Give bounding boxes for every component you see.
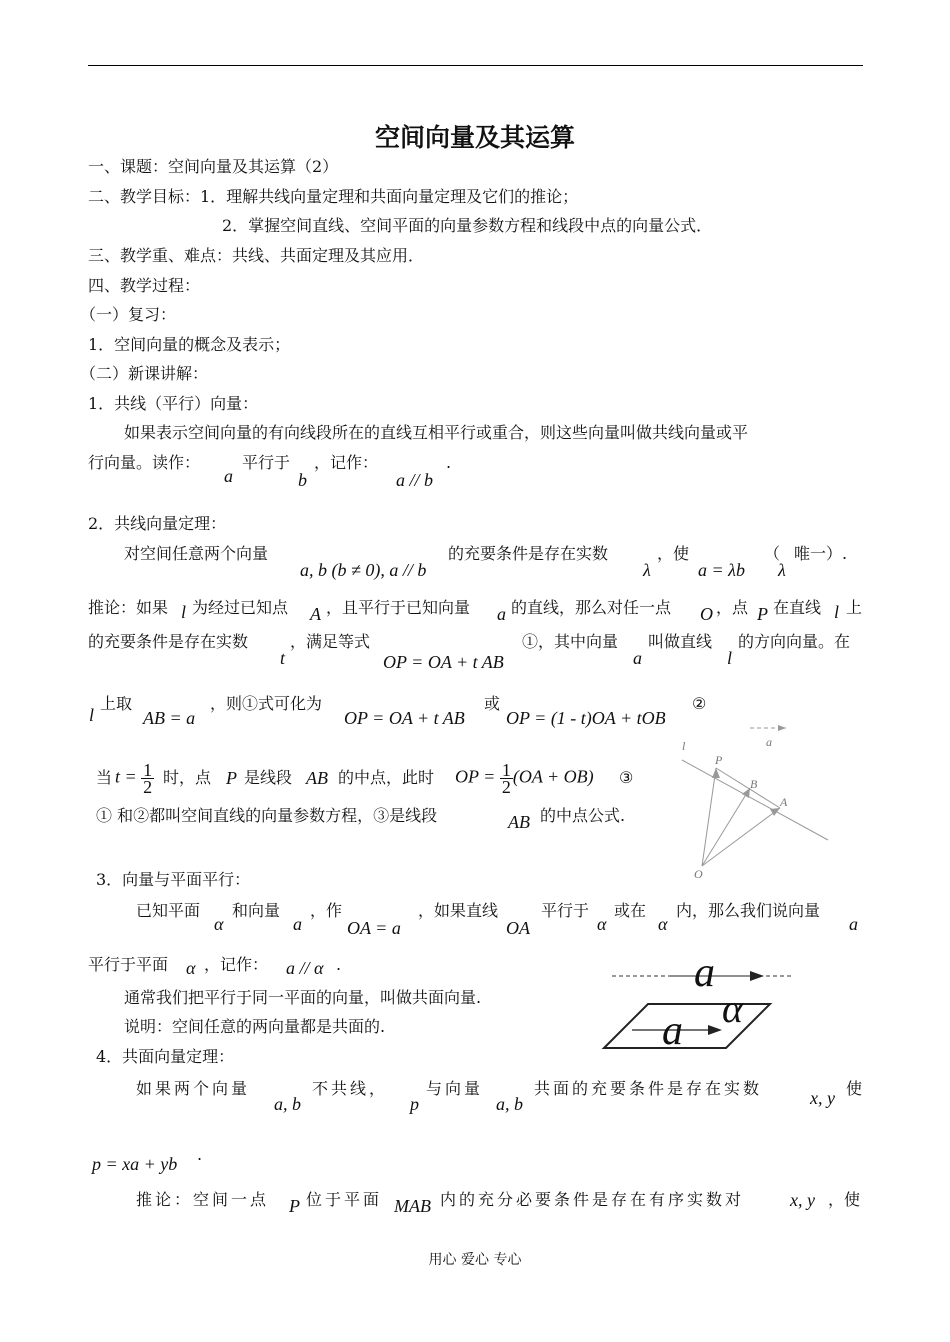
- coplanar-corollary-2: 位于平面: [306, 1190, 383, 1209]
- theorem-text-2: 的充要条件是存在实数: [448, 544, 609, 563]
- coplanar-theorem-3: 与向量: [426, 1079, 484, 1098]
- theorem-text-3: ，使: [657, 544, 690, 563]
- process-heading: 四、教学过程：: [88, 276, 201, 295]
- goal-line-2: 2．掌握空间直线、空间平面的向量参数方程和线段中点的向量公式．: [222, 216, 713, 235]
- fig1-label-A: A: [780, 795, 788, 809]
- math-AB-eq-a: AB = a: [143, 708, 196, 728]
- page-title: 空间向量及其运算: [374, 123, 575, 152]
- new-lesson-heading: （二）新课讲解：: [80, 364, 209, 383]
- plane-vector-figure: [600, 950, 800, 1055]
- line-vector-figure: [660, 720, 840, 885]
- page-footer: 用心 爱心 专心: [428, 1252, 522, 1268]
- formula-rewrite-text: ，则①式可化为: [210, 694, 323, 713]
- coplanar-theorem-2: 不共线，: [312, 1079, 389, 1098]
- math-alpha-2: α: [597, 914, 607, 934]
- math-alpha-4: α: [186, 958, 196, 978]
- topic-line: 一、课题：空间向量及其运算（2）: [88, 157, 339, 176]
- math-eq2: OP = (1 - t)OA + tOB: [506, 708, 666, 728]
- corollary-line-2-c: ①，其中向量: [522, 632, 619, 651]
- or-text: 或: [484, 694, 501, 713]
- coplanar-theorem-4: 共面的充要条件是存在实数: [534, 1079, 763, 1098]
- midpoint-text-3: 是线段: [244, 768, 293, 787]
- math-a-4: a: [293, 914, 302, 934]
- corollary-line-2-e: 的方向向量。在: [738, 632, 851, 651]
- section-1-heading: 1．共线（平行）向量：: [88, 394, 259, 413]
- math-AB-2: AB: [306, 768, 328, 788]
- collinear-def-parallel: 平行于: [242, 453, 291, 472]
- midpoint-text-2: 时，点: [163, 768, 212, 787]
- math-l: l: [181, 602, 187, 622]
- review-heading: （一）复习：: [80, 305, 177, 324]
- math-ab-condition: a, b (b ≠ 0), a // b: [300, 560, 427, 580]
- math-xy-2: x, y: [790, 1190, 815, 1210]
- collinear-def-read: 行向量。读作：: [88, 453, 201, 472]
- math-xy: x, y: [810, 1088, 835, 1108]
- section-2-heading: 2．共线向量定理：: [88, 514, 227, 533]
- key-points-line: 三、教学重、难点：共线、共面定理及其应用．: [88, 246, 425, 265]
- corollary-text-7: 上: [846, 598, 863, 617]
- math-P: P: [757, 604, 768, 624]
- corollary-text-4: 的直线，那么对任一点: [511, 598, 672, 617]
- math-eq1b: OP = OA + t AB: [344, 708, 465, 728]
- plane-parallel-text-6: 或在: [614, 901, 647, 920]
- fig1-label-O: O: [694, 867, 703, 881]
- math-midpoint-formula: OP = $\frac{1}{2}$ (OA + OB): [455, 760, 594, 797]
- coplanar-note: 说明：空间任意的两向量都是共面的.: [124, 1017, 386, 1036]
- plane-parallel-text-5: 平行于: [541, 901, 590, 920]
- review-item-1: 1．空间向量的概念及表示；: [88, 335, 291, 354]
- math-a-3: a: [633, 648, 642, 668]
- params-note: ① 和②都叫空间直线的向量参数方程，③是线段: [96, 806, 438, 825]
- formula-3-marker: ③: [619, 768, 634, 787]
- section-4-heading: 4．共面向量定理：: [96, 1047, 235, 1066]
- fig1-label-P: P: [715, 753, 723, 767]
- math-t: t: [280, 648, 286, 668]
- math-a-eq-lambda-b: a = λb: [698, 560, 745, 580]
- math-l-4: l: [89, 705, 95, 725]
- math-b: b: [298, 470, 307, 490]
- math-ab-pair: a, b: [274, 1094, 301, 1114]
- collinear-def-line-1: 如果表示空间向量的有向线段所在的直线互相平行或重合，则这些向量叫做共线向量或平: [124, 423, 749, 442]
- corollary-text-3: ，且平行于已知向量: [326, 598, 471, 617]
- math-OA: OA: [506, 918, 530, 938]
- math-AB-3: AB: [508, 812, 530, 832]
- math-p-eq: p = xa + yb: [92, 1154, 178, 1174]
- plane-parallel-notation: ，记作：: [204, 955, 269, 974]
- fig1-label-l: l: [682, 739, 686, 753]
- math-l-2: l: [834, 602, 840, 622]
- plane-parallel-text-1: 已知平面: [136, 901, 201, 920]
- math-a-2: a: [497, 604, 506, 624]
- math-a: a: [224, 466, 233, 486]
- corollary-line-2-d: 叫做直线: [648, 632, 713, 651]
- math-a-par-alpha: a // α: [286, 958, 324, 978]
- theorem-text-1: 对空间任意两个向量: [124, 544, 269, 563]
- goal-line-1: 二、教学目标：1．理解共线向量定理和共面向量定理及它们的推论；: [88, 187, 579, 206]
- coplanar-def: 通常我们把平行于同一平面的向量，叫做共面向量.: [124, 988, 482, 1007]
- coplanar-theorem-1: 如果两个向量: [136, 1079, 251, 1098]
- coplanar-corollary-1: 推论：空间一点: [136, 1190, 270, 1209]
- math-ab-pair-2: a, b: [496, 1094, 523, 1114]
- math-O: O: [700, 604, 713, 624]
- corollary-line-2-b: ，满足等式: [290, 632, 371, 651]
- math-alpha: α: [214, 914, 224, 934]
- plane-parallel-line-2: 平行于平面: [88, 955, 169, 974]
- section-3-heading: 3．向量与平面平行：: [96, 870, 251, 889]
- corollary-text-5: ，点: [716, 598, 749, 617]
- params-note-end: 的中点公式.: [540, 806, 626, 825]
- fig2-label-alpha: α: [722, 986, 743, 1031]
- coplanar-corollary-4: ，使: [828, 1190, 861, 1209]
- corollary-line-2-a: 的充要条件是存在实数: [88, 632, 249, 651]
- math-p: p: [410, 1094, 419, 1114]
- fig2-label-a-in: a: [662, 1008, 683, 1054]
- theorem-text-4: （: [764, 544, 781, 563]
- fig2-label-a-top: a: [694, 950, 715, 996]
- header-rule: [88, 65, 863, 66]
- math-MAB: MAB: [394, 1196, 431, 1216]
- math-OA-eq-a: OA = a: [347, 918, 401, 938]
- math-eq1: OP = OA + t AB: [383, 652, 504, 672]
- formula-2-marker: ②: [692, 694, 707, 713]
- midpoint-text-4: 的中点，此时: [338, 768, 435, 787]
- collinear-def-end: .: [446, 453, 452, 472]
- math-l-3: l: [727, 648, 733, 668]
- corollary-text-1: 推论：如果: [88, 598, 169, 617]
- coplanar-theorem-5: 使: [846, 1079, 863, 1098]
- corollary-text-2: 为经过已知点: [192, 598, 289, 617]
- midpoint-text-1: 当: [96, 768, 113, 787]
- plane-parallel-text-2: 和向量: [232, 901, 281, 920]
- math-lambda-2: λ: [778, 560, 786, 580]
- math-a-par-b: a // b: [396, 470, 434, 490]
- plane-parallel-text-3: ，作: [310, 901, 343, 920]
- fig1-label-a: a: [766, 735, 772, 749]
- math-P-3: P: [289, 1196, 300, 1216]
- take-on-l: 上取: [100, 694, 133, 713]
- theorem-text-5: 唯一）.: [794, 544, 848, 563]
- plane-parallel-text-4: ，如果直线: [418, 901, 499, 920]
- math-lambda: λ: [643, 560, 651, 580]
- math-t-half: t = $\frac{1}{2}$: [115, 760, 153, 797]
- math-a-5: a: [849, 914, 858, 934]
- math-alpha-3: α: [658, 914, 668, 934]
- corollary-text-6: 在直线: [773, 598, 822, 617]
- math-P-2: P: [226, 768, 237, 788]
- plane-parallel-text-7: 内，那么我们说向量: [676, 901, 821, 920]
- coplanar-theorem-end: .: [197, 1145, 203, 1164]
- coplanar-corollary-3: 内的充分必要条件是存在有序实数对: [440, 1190, 745, 1209]
- math-A: A: [310, 604, 321, 624]
- collinear-def-notation: ，记作：: [314, 453, 379, 472]
- plane-parallel-end: .: [336, 955, 342, 974]
- fig1-label-B: B: [750, 777, 758, 791]
